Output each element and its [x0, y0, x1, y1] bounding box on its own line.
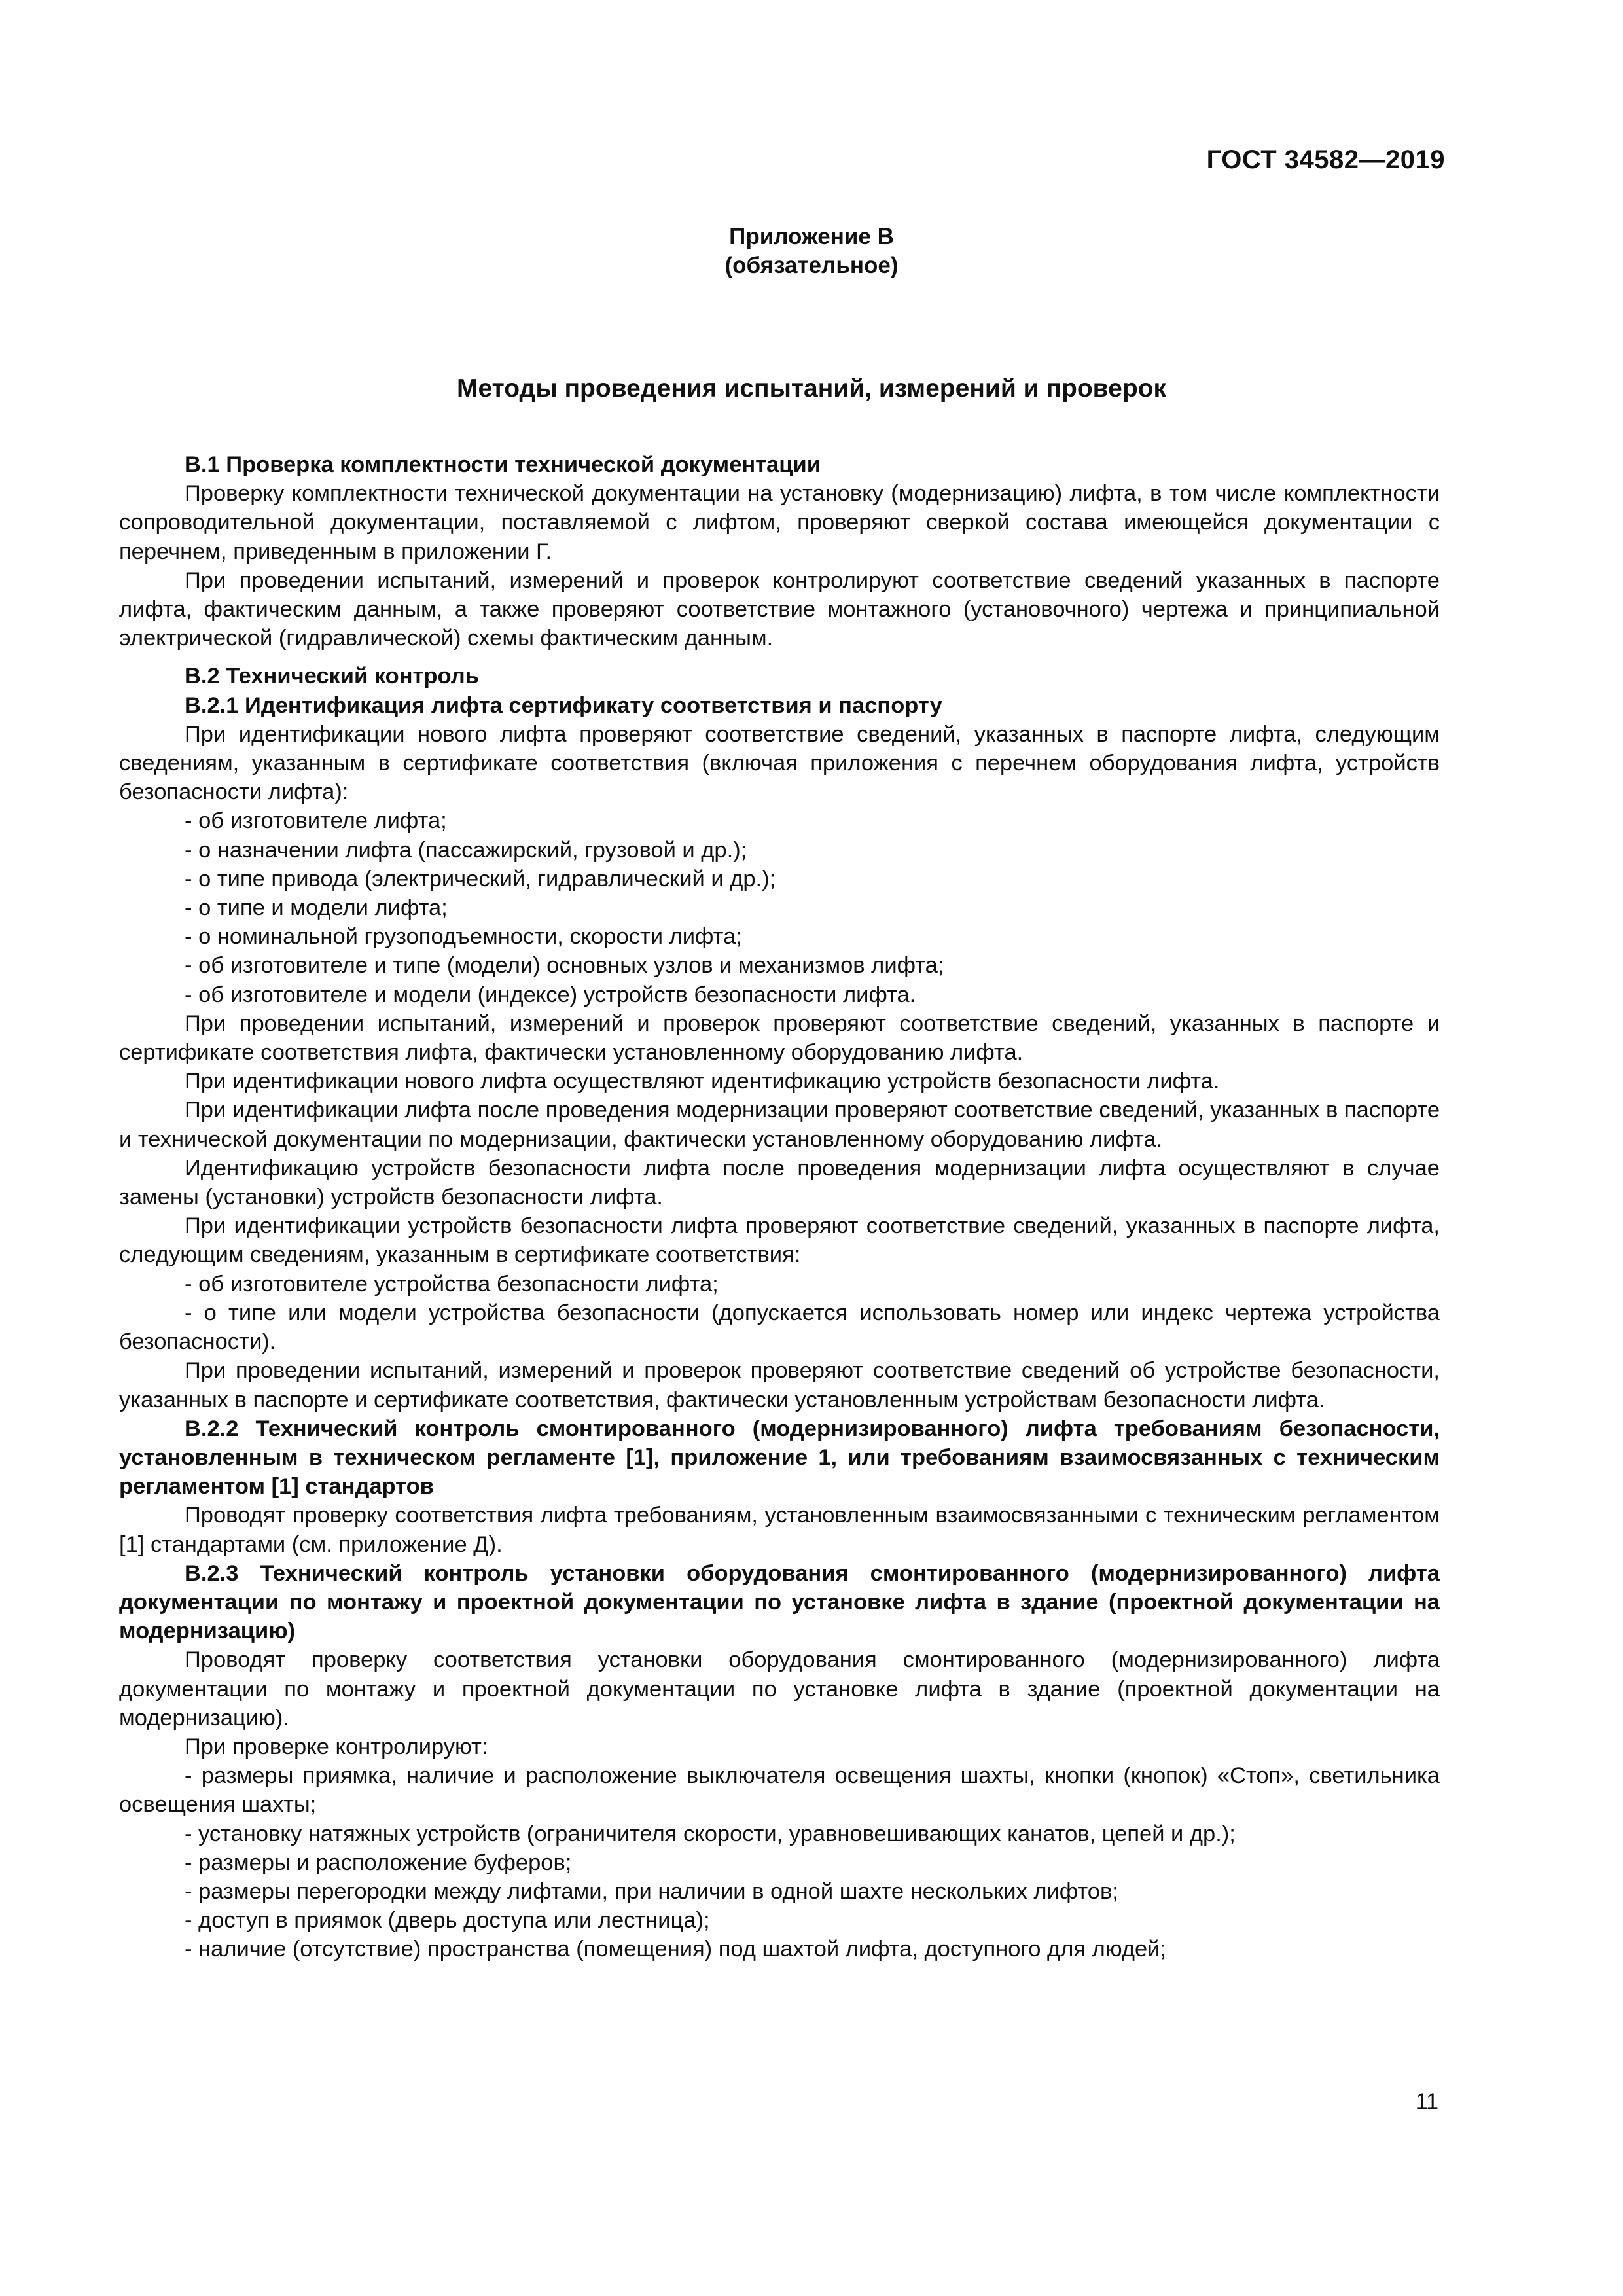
list-item: - о типе привода (электрический, гидравлический и др.);	[185, 866, 776, 891]
paragraph: При проведении испытаний, измерений и проверок контролируют соответствие сведений указанных в паспорте лифта, фактическим данным, а также проверяют соответствие монтажного (установочного) чертежа и принципиальной электрической (гидравлической) схемы фактическим данным.	[119, 567, 1440, 651]
list-item: - об изготовителе и модели (индексе) устройств безопасности лифта.	[185, 982, 916, 1007]
section-heading: В.2.2 Технический контроль смонтированного (модернизированного) лифта требованиям безопасности, установленным в техническом регламенте [1], приложение 1, или требованиям взаимосвязанных с техническим регламентом [1] стандартов	[119, 1416, 1440, 1499]
section-heading: В.2.1 Идентификация лифта сертификату соответствия и паспорту	[185, 692, 942, 718]
appendix-status: (обязательное)	[724, 253, 899, 278]
paragraph: При идентификации нового лифта проверяют соответствие сведений, указанных в паспорте лифта, следующим сведениям, указанным в сертификате соответствия (включая приложения с перечнем оборудования лифта, устройств безопасности лифта):	[119, 721, 1440, 805]
paragraph: Идентификацию устройств безопасности лифта после проведения модернизации лифта осуществляют в случае замены (установки) устройств безопасности лифта.	[119, 1155, 1440, 1210]
section-heading: В.1 Проверка комплектности технической документации	[185, 452, 821, 477]
list-item: - о номинальной грузоподъемности, скорости лифта;	[185, 924, 742, 950]
paragraph: Проводят проверку соответствия установки оборудования смонтированного (модернизированного) лифта документации по монтажу и проектной документации по установке лифта в здание (проектной документации на модернизацию).	[119, 1647, 1440, 1731]
document-code: ГОСТ 34582—2019	[1206, 145, 1445, 174]
list-item: - об изготовителе устройства безопасности лифта;	[185, 1271, 719, 1297]
paragraph: При идентификации нового лифта осуществляют идентификацию устройств безопасности лифта.	[185, 1069, 1220, 1094]
appendix-title: Приложение В	[729, 224, 894, 249]
list-item: - доступ в приямок (дверь доступа или лестница);	[185, 1908, 710, 1933]
main-title: Методы проведения испытаний, измерений и проверок	[457, 374, 1166, 403]
list-item: - размеры перегородки между лифтами, при наличии в одной шахте нескольких лифтов;	[185, 1878, 1118, 1904]
section-heading: В.2.3 Технический контроль установки оборудования смонтированного (модернизированного) лифта документации по монтажу и проектной документации по установке лифта в здание (проектной документации на модернизацию)	[119, 1560, 1440, 1644]
list-item: - размеры приямка, наличие и расположение выключателя освещения шахты, кнопки (кнопок) «Стоп», светильника освещения шахты;	[119, 1763, 1440, 1818]
page-number: 11	[1415, 2089, 1438, 2114]
paragraph: При проверке контролируют:	[185, 1734, 488, 1759]
list-item: - о назначении лифта (пассажирский, грузовой и др.);	[185, 837, 747, 863]
list-item: - о типе или модели устройства безопасности (допускается использовать номер или индекс чертежа устройства безопасности).	[119, 1300, 1440, 1355]
paragraph: При идентификации устройств безопасности лифта проверяют соответствие сведений, указанных в паспорте лифта, следующим сведениям, указанным в сертификате соответствия:	[119, 1213, 1440, 1268]
paragraph: При проведении испытаний, измерений и проверок проверяют соответствие сведений об устройстве безопасности, указанных в паспорте и сертификате соответствия, фактически установленным устройствам безопасности лифта.	[119, 1358, 1440, 1412]
list-item: - наличие (отсутствие) пространства (помещения) под шахтой лифта, доступного для людей;	[185, 1937, 1167, 1962]
list-item: - установку натяжных устройств (ограничителя скорости, уравновешивающих канатов, цепей и др.);	[185, 1821, 1236, 1846]
list-item: - об изготовителе и типе (модели) основных узлов и механизмов лифта;	[185, 953, 944, 978]
list-item: - об изготовителе лифта;	[185, 808, 447, 834]
list-item: - о типе и модели лифта;	[185, 895, 448, 921]
section-heading: В.2 Технический контроль	[185, 664, 479, 689]
paragraph: При проведении испытаний, измерений и проверок проверяют соответствие сведений, указанных в паспорте и сертификате соответствия лифта, фактически установленному оборудованию лифта.	[119, 1011, 1440, 1066]
list-item: - размеры и расположение буферов;	[185, 1850, 572, 1875]
appendix-heading	[0, 223, 1623, 280]
paragraph: Проводят проверку соответствия лифта требованиям, установленным взаимосвязанными с техническим регламентом [1] стандартами (см. приложение Д).	[119, 1503, 1440, 1557]
paragraph: Проверку комплектности технической документации на установку (модернизацию) лифта, в том числе комплектности сопроводительной документации, поставляемой с лифтом, проверяют сверкой состава имеющейся документации с перечнем, приведенным в приложении Г.	[119, 481, 1440, 564]
paragraph: При идентификации лифта после проведения модернизации проверяют соответствие сведений, указанных в паспорте и технической документации по модернизации, фактически установленному оборудованию лифта.	[119, 1098, 1440, 1152]
document-body	[119, 450, 1440, 1964]
